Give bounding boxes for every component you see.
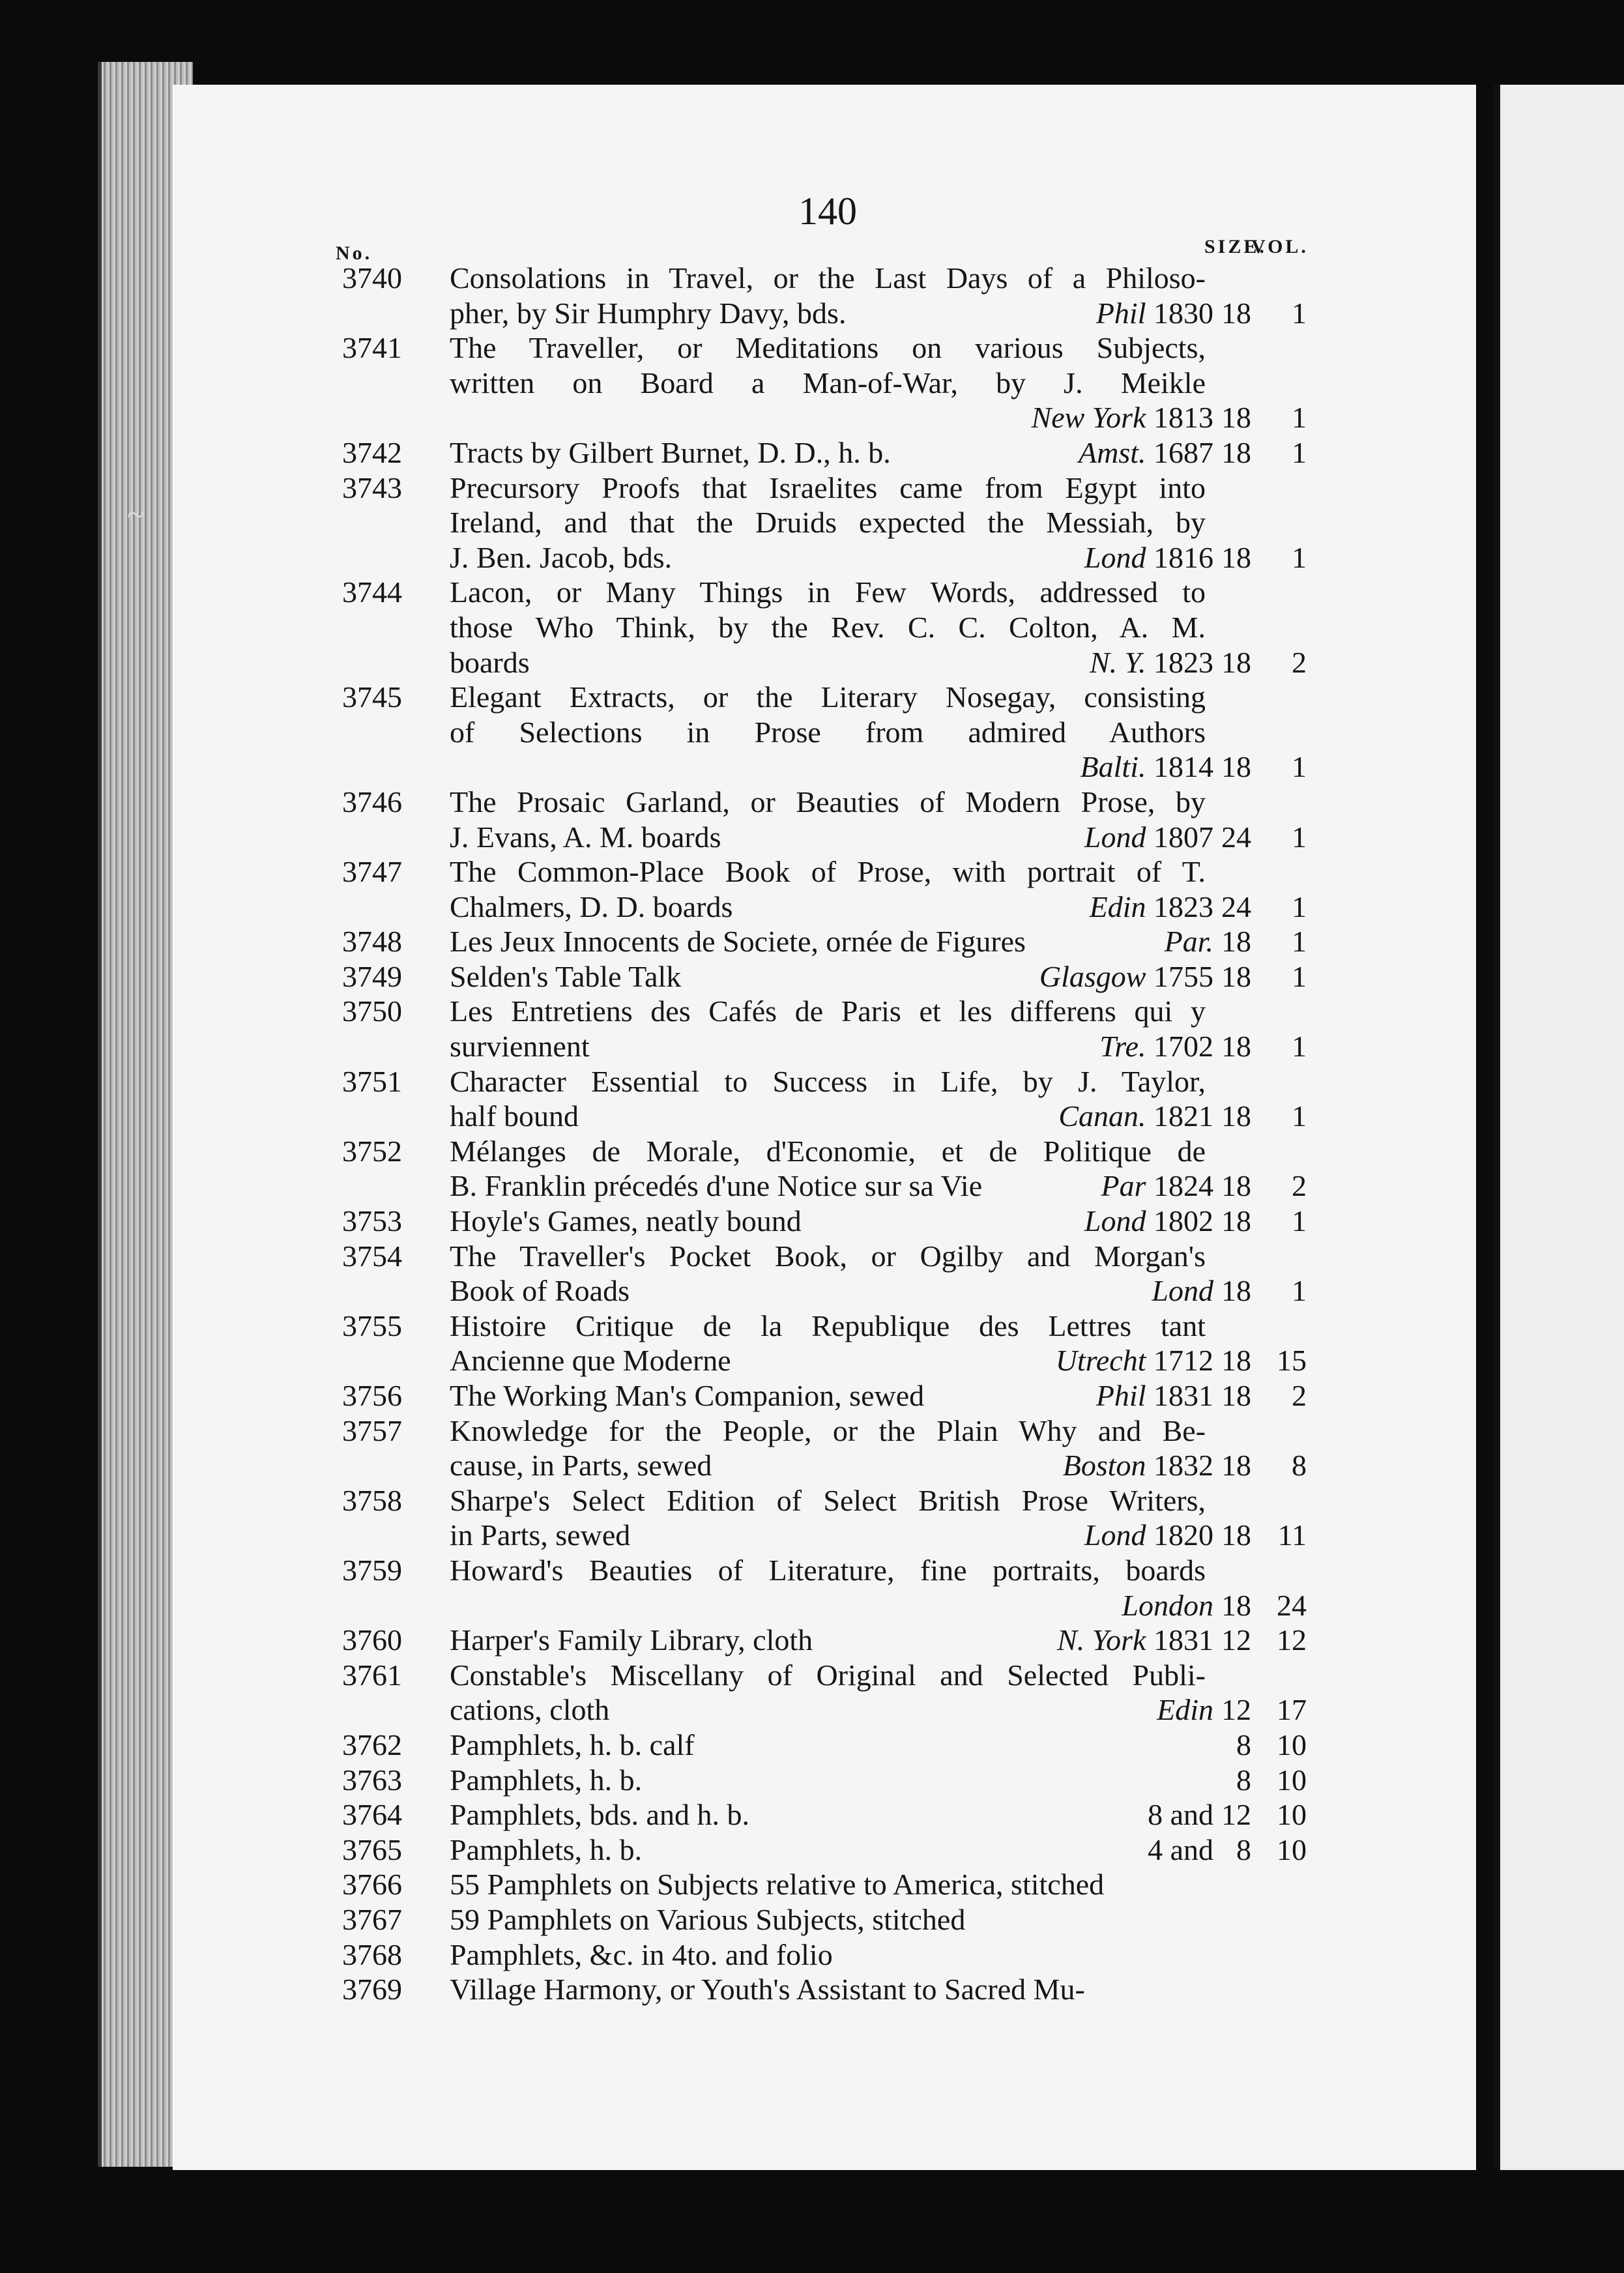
- entry-line: [0, 1972, 1624, 2007]
- entry-imprint: [1148, 1832, 1213, 1868]
- entry-place: Boston: [1062, 1449, 1146, 1483]
- entry-line: [0, 1309, 1624, 1344]
- entry-volumes: 15: [1277, 1344, 1307, 1378]
- entry-line: [0, 1518, 1624, 1553]
- entry-line: [0, 890, 1624, 925]
- entry-line: [0, 1658, 1624, 1693]
- entry-title-text: Ireland, and that the Druids expected the Messiah, by: [450, 506, 1206, 540]
- entry-line: [0, 435, 1624, 471]
- entry-volumes: 17: [1277, 1693, 1307, 1727]
- entry-title-text: Howard's Beauties of Literature, fine portraits, boards: [450, 1553, 1206, 1587]
- column-header-number: No.: [336, 242, 373, 264]
- entry-place: Amst.: [1079, 435, 1146, 469]
- entry-year: 1824: [1153, 1169, 1213, 1203]
- entry-number: 3752: [342, 1134, 402, 1168]
- entry-line: [0, 1588, 1624, 1623]
- entry-title-text: Hoyle's Games, neatly bound: [450, 1204, 802, 1238]
- entry-year: 8 and: [1148, 1798, 1213, 1832]
- entry-size: 12: [1221, 1693, 1251, 1727]
- entry-title-text: those Who Think, by the Rev. C. C. Colton, A. M.: [450, 610, 1206, 644]
- entry-imprint: [1032, 400, 1213, 435]
- entry-number: 3769: [342, 1973, 402, 2006]
- entry-imprint: [1084, 540, 1213, 575]
- catalog-entry: [0, 1378, 1624, 1413]
- entry-line: [0, 1029, 1624, 1064]
- entry-line: [0, 1099, 1624, 1134]
- entry-line: [0, 610, 1624, 645]
- entry-line: [0, 1937, 1624, 1973]
- entry-title-text: Sharpe's Select Edition of Select British Prose Writers,: [450, 1483, 1206, 1517]
- catalog-entry: [0, 575, 1624, 680]
- entry-line: [0, 471, 1624, 506]
- entry-title-text: written on Board a Man-of-War, by J. Meikle: [450, 366, 1206, 399]
- entry-line: [0, 749, 1624, 785]
- entry-volumes: 1: [1292, 296, 1307, 330]
- entry-volumes: 10: [1277, 1728, 1307, 1761]
- entry-volumes: 24: [1277, 1588, 1307, 1622]
- entry-place: Edin: [1089, 890, 1146, 923]
- entry-volumes: 10: [1277, 1763, 1307, 1797]
- entry-size: 18: [1221, 1030, 1251, 1064]
- entry-title-text: Tracts by Gilbert Burnet, D. D., h. b.: [450, 435, 891, 469]
- entry-title-text: The Traveller, or Meditations on various Subjects,: [450, 331, 1206, 365]
- entry-line: [0, 680, 1624, 715]
- entry-year: 1687: [1153, 435, 1213, 469]
- entry-year: 1816: [1153, 540, 1213, 574]
- catalog-entry: [0, 435, 1624, 471]
- entry-line: [0, 1134, 1624, 1169]
- entry-year: 1832: [1153, 1449, 1213, 1483]
- entry-imprint: [1039, 959, 1213, 994]
- entry-number: 3758: [342, 1483, 402, 1517]
- entry-imprint: [1079, 435, 1213, 471]
- entry-size: 18: [1221, 1274, 1251, 1308]
- entry-title-text: Book of Roads: [450, 1274, 630, 1308]
- entry-size: 12: [1221, 1623, 1251, 1657]
- entry-number: 3760: [342, 1623, 402, 1657]
- catalog-entry: [0, 1134, 1624, 1204]
- entry-place: Par.: [1164, 925, 1213, 959]
- entry-number: 3746: [342, 785, 402, 818]
- entry-place: Lond: [1084, 820, 1146, 854]
- entry-line: [0, 715, 1624, 750]
- catalog-entry: [0, 959, 1624, 994]
- entry-title-text: Knowledge for the People, or the Plain Why and Be-: [450, 1413, 1206, 1447]
- entry-year: 1712: [1153, 1344, 1213, 1378]
- entry-place: Glasgow: [1039, 959, 1146, 993]
- catalog-entry: [0, 1309, 1624, 1378]
- entry-line: [0, 1692, 1624, 1728]
- entry-title-text: J. Evans, A. M. boards: [450, 820, 721, 854]
- entry-number: 3767: [342, 1902, 402, 1936]
- entry-line: [0, 1483, 1624, 1518]
- entry-year: 1802: [1153, 1204, 1213, 1238]
- entry-line: [0, 261, 1624, 296]
- entry-size: 24: [1221, 820, 1251, 854]
- entry-year: 1702: [1153, 1030, 1213, 1064]
- catalog-entry: [0, 854, 1624, 924]
- entry-volumes: 2: [1292, 1169, 1307, 1203]
- margin-mark: ~: [127, 496, 145, 532]
- entry-title-text: Consolations in Travel, or the Last Days of a Philoso-: [450, 261, 1206, 295]
- entry-number: 3740: [342, 261, 402, 295]
- catalog-entry: [0, 261, 1624, 330]
- entry-number: 3750: [342, 994, 402, 1028]
- entry-size: 18: [1221, 435, 1251, 469]
- entry-line: [0, 785, 1624, 820]
- entry-volumes: 1: [1292, 890, 1307, 923]
- entry-number: 3764: [342, 1798, 402, 1832]
- entry-line: [0, 575, 1624, 610]
- entry-title-text: B. Franklin précedés d'une Notice sur sa Vie: [450, 1169, 983, 1203]
- entry-size: 8: [1236, 1728, 1251, 1761]
- entry-size: 8: [1236, 1832, 1251, 1866]
- entry-title-text: 59 Pamphlets on Various Subjects, stitched: [450, 1902, 966, 1936]
- entry-title-text: surviennent: [450, 1030, 590, 1064]
- catalog-entry: [0, 924, 1624, 959]
- entry-size: 18: [1221, 645, 1251, 679]
- entry-year: 1755: [1153, 959, 1213, 993]
- entry-place: Par: [1101, 1169, 1146, 1203]
- entry-volumes: 1: [1292, 1030, 1307, 1064]
- entry-line: [0, 1239, 1624, 1274]
- entry-year: 1821: [1153, 1099, 1213, 1133]
- entry-title-text: boards: [450, 645, 530, 679]
- entry-line: [0, 994, 1624, 1029]
- entry-title-text: Pamphlets, h. b. calf: [450, 1728, 695, 1761]
- entry-title-text: Ancienne que Moderne: [450, 1344, 731, 1378]
- catalog-entry: [0, 1972, 1624, 2007]
- entry-size: 18: [1221, 1169, 1251, 1203]
- entry-line: [0, 400, 1624, 435]
- entry-number: 3741: [342, 331, 402, 365]
- entry-place: Utrecht: [1055, 1344, 1146, 1378]
- entry-size: 18: [1221, 540, 1251, 574]
- entry-imprint: [1084, 1518, 1213, 1553]
- entry-volumes: 12: [1277, 1623, 1307, 1657]
- column-header-volume: VOL.: [1251, 236, 1309, 257]
- entry-title-text: Pamphlets, h. b.: [450, 1832, 643, 1866]
- catalog-entries: [0, 261, 1624, 2007]
- entry-imprint: [1096, 1378, 1213, 1413]
- entry-line: [0, 366, 1624, 401]
- entry-line: [0, 645, 1624, 680]
- entry-number: 3762: [342, 1728, 402, 1761]
- entry-number: 3757: [342, 1413, 402, 1447]
- entry-imprint: [1157, 1692, 1213, 1728]
- entry-line: [0, 1728, 1624, 1763]
- entry-imprint: [1122, 1588, 1213, 1623]
- entry-title-text: Constable's Miscellany of Original and Selected Publi-: [450, 1658, 1206, 1692]
- entry-size: 18: [1221, 1379, 1251, 1412]
- entry-number: 3755: [342, 1309, 402, 1342]
- entry-number: 3744: [342, 575, 402, 609]
- entry-volumes: 8: [1292, 1449, 1307, 1483]
- entry-title-text: Chalmers, D. D. boards: [450, 890, 733, 923]
- entry-volumes: 1: [1292, 540, 1307, 574]
- catalog-entry: [0, 471, 1624, 575]
- entry-imprint: [1152, 1273, 1213, 1309]
- entry-place: Balti.: [1080, 750, 1146, 784]
- entry-year: 1823: [1153, 890, 1213, 923]
- entry-title-text: The Prosaic Garland, or Beauties of Modern Prose, by: [450, 785, 1206, 818]
- entry-imprint: [1099, 1029, 1213, 1064]
- entry-year: 1820: [1153, 1518, 1213, 1552]
- entry-title-text: Les Entretiens des Cafés de Paris et les differens qui y: [450, 994, 1206, 1028]
- entry-volumes: 1: [1292, 959, 1307, 993]
- entry-imprint: [1090, 890, 1213, 925]
- entry-title-text: Lacon, or Many Things in Few Words, addressed to: [450, 575, 1206, 609]
- catalog-entry: [0, 785, 1624, 854]
- catalog-entry: [0, 680, 1624, 785]
- entry-title-text: Selden's Table Talk: [450, 959, 682, 993]
- entry-place: Phil: [1095, 296, 1146, 330]
- entry-line: [0, 1902, 1624, 1937]
- entry-title-text: Character Essential to Success in Life, by J. Taylor,: [450, 1064, 1206, 1098]
- entry-title-text: in Parts, sewed: [450, 1518, 631, 1552]
- entry-size: 18: [1221, 1204, 1251, 1238]
- entry-number: 3751: [342, 1064, 402, 1098]
- catalog-entry: [0, 1902, 1624, 1937]
- entry-number: 3748: [342, 925, 402, 959]
- entry-line: [0, 540, 1624, 575]
- entry-line: [0, 924, 1624, 959]
- entry-place: Phil: [1095, 1379, 1146, 1412]
- catalog-entry: [0, 1728, 1624, 1763]
- entry-volumes: 1: [1292, 401, 1307, 435]
- entry-imprint: [1056, 1343, 1213, 1378]
- entry-number: 3743: [342, 471, 402, 504]
- entry-volumes: 1: [1292, 1099, 1307, 1133]
- entry-volumes: 1: [1292, 925, 1307, 959]
- entry-number: 3742: [342, 435, 402, 469]
- catalog-entry: [0, 330, 1624, 435]
- entry-imprint: [1057, 1623, 1213, 1658]
- entry-size: 18: [1221, 925, 1251, 959]
- entry-size: 24: [1221, 890, 1251, 923]
- entry-place: N. Y.: [1089, 645, 1146, 679]
- entry-volumes: 10: [1277, 1798, 1307, 1832]
- entry-imprint: [1148, 1797, 1213, 1832]
- entry-number: 3761: [342, 1658, 402, 1692]
- catalog-entry: [0, 1623, 1624, 1658]
- entry-line: [0, 1623, 1624, 1658]
- entry-size: 8: [1236, 1763, 1251, 1797]
- entry-line: [0, 1204, 1624, 1239]
- entry-year: 1831: [1153, 1379, 1213, 1412]
- entry-size: 18: [1221, 401, 1251, 435]
- catalog-entry: [0, 1064, 1624, 1134]
- catalog-entry: [0, 1832, 1624, 1868]
- entry-title-text: Elegant Extracts, or the Literary Nosegay, consisting: [450, 680, 1206, 714]
- entry-size: 18: [1221, 1449, 1251, 1483]
- entry-title-text: Pamphlets, bds. and h. b.: [450, 1798, 749, 1832]
- entry-line: [0, 1168, 1624, 1204]
- entry-size: 18: [1221, 1518, 1251, 1552]
- entry-line: [0, 820, 1624, 855]
- catalog-entry: [0, 1658, 1624, 1728]
- entry-title-text: cations, cloth: [450, 1693, 610, 1727]
- entry-volumes: 1: [1292, 1204, 1307, 1238]
- entry-title-text: The Traveller's Pocket Book, or Ogilby and Morgan's: [450, 1239, 1206, 1273]
- entry-number: 3754: [342, 1239, 402, 1273]
- entry-year: 1830: [1153, 296, 1213, 330]
- entry-title-text: Pamphlets, h. b.: [450, 1763, 643, 1797]
- entry-number: 3753: [342, 1204, 402, 1238]
- entry-year: 1813: [1153, 401, 1213, 435]
- entry-imprint: [1084, 820, 1213, 855]
- entry-volumes: 2: [1292, 645, 1307, 679]
- catalog-entry: [0, 1763, 1624, 1798]
- entry-year: 1814: [1153, 750, 1213, 784]
- entry-line: [0, 1413, 1624, 1449]
- entry-size: 18: [1221, 959, 1251, 993]
- entry-number: 3747: [342, 855, 402, 889]
- entry-title-text: half bound: [450, 1099, 579, 1133]
- entry-place: London: [1122, 1588, 1213, 1622]
- entry-title-text: pher, by Sir Humphry Davy, bds.: [450, 296, 847, 330]
- entry-line: [0, 1378, 1624, 1413]
- entry-title-text: J. Ben. Jacob, bds.: [450, 540, 673, 574]
- catalog-entry: [0, 1204, 1624, 1239]
- entry-title-text: Precursory Proofs that Israelites came from Egypt into: [450, 471, 1206, 504]
- entry-place: N. York: [1057, 1623, 1146, 1657]
- entry-line: [0, 1064, 1624, 1099]
- entry-line: [0, 1797, 1624, 1832]
- entry-volumes: 2: [1292, 1379, 1307, 1412]
- catalog-entry: [0, 1867, 1624, 1902]
- entry-size: 18: [1221, 1588, 1251, 1622]
- entry-line: [0, 854, 1624, 890]
- entry-place: Lond: [1084, 1204, 1146, 1238]
- entry-place: Lond: [1084, 1518, 1146, 1552]
- entry-line: [0, 1553, 1624, 1588]
- entry-title-text: cause, in Parts, sewed: [450, 1449, 712, 1483]
- entry-line: [0, 1273, 1624, 1309]
- entry-size: 18: [1221, 750, 1251, 784]
- entry-year: 1823: [1153, 645, 1213, 679]
- entry-title-text: Pamphlets, &c. in 4to. and folio: [450, 1937, 833, 1971]
- entry-line: [0, 505, 1624, 540]
- entry-line: [0, 1763, 1624, 1798]
- entry-title-text: The Common-Place Book of Prose, with portrait of T.: [450, 855, 1206, 889]
- entry-volumes: 10: [1277, 1832, 1307, 1866]
- catalog-entry: [0, 1239, 1624, 1309]
- entry-title-text: 55 Pamphlets on Subjects relative to America, stitched: [450, 1868, 1105, 1902]
- entry-number: 3765: [342, 1832, 402, 1866]
- entry-line: [0, 1867, 1624, 1902]
- entry-number: 3749: [342, 959, 402, 993]
- entry-line: [0, 1832, 1624, 1868]
- catalog-entry: [0, 994, 1624, 1064]
- entry-imprint: [1096, 296, 1213, 331]
- entry-number: 3768: [342, 1937, 402, 1971]
- catalog-entry: [0, 1483, 1624, 1553]
- entry-title-text: The Working Man's Companion, sewed: [450, 1379, 925, 1412]
- entry-size: 18: [1221, 1099, 1251, 1133]
- entry-imprint: [1084, 1204, 1213, 1239]
- entry-volumes: 1: [1292, 820, 1307, 854]
- page-number: 140: [798, 190, 857, 233]
- entry-imprint: [1063, 1448, 1213, 1483]
- entry-title-text: Les Jeux Innocents de Societe, ornée de Figures: [450, 925, 1026, 959]
- entry-line: [0, 330, 1624, 366]
- entry-number: 3766: [342, 1868, 402, 1902]
- entry-line: [0, 959, 1624, 994]
- entry-imprint: [1080, 749, 1213, 785]
- entry-line: [0, 1343, 1624, 1378]
- entry-volumes: 1: [1292, 750, 1307, 784]
- entry-place: Lond: [1152, 1274, 1213, 1308]
- entry-line: [0, 1448, 1624, 1483]
- entry-place: Tre.: [1099, 1030, 1146, 1064]
- entry-volumes: 11: [1277, 1518, 1307, 1552]
- catalog-entry: [0, 1413, 1624, 1483]
- entry-volumes: 1: [1292, 1274, 1307, 1308]
- entry-title-text: of Selections in Prose from admired Authors: [450, 715, 1206, 749]
- entry-title-text: Mélanges de Morale, d'Economie, et de Politique de: [450, 1134, 1206, 1168]
- entry-volumes: 1: [1292, 435, 1307, 469]
- entry-place: New York: [1031, 401, 1146, 435]
- entry-number: 3756: [342, 1379, 402, 1412]
- entry-size: 18: [1221, 1344, 1251, 1378]
- entry-year: 4 and: [1148, 1832, 1213, 1866]
- catalog-entry: [0, 1937, 1624, 1973]
- entry-year: 1807: [1153, 820, 1213, 854]
- entry-place: Canan.: [1058, 1099, 1146, 1133]
- entry-year: 1831: [1153, 1623, 1213, 1657]
- column-header-size: SIZE.: [1204, 236, 1267, 257]
- entry-title-text: Histoire Critique de la Republique des Lettres tant: [450, 1309, 1206, 1342]
- entry-imprint: [1058, 1099, 1213, 1134]
- entry-place: Lond: [1084, 540, 1146, 574]
- entry-title-text: Harper's Family Library, cloth: [450, 1623, 813, 1657]
- entry-imprint: [1090, 645, 1213, 680]
- entry-number: 3759: [342, 1553, 402, 1587]
- catalog-entry: [0, 1553, 1624, 1623]
- entry-place: Edin: [1157, 1693, 1213, 1727]
- entry-title-text: Village Harmony, or Youth's Assistant to Sacred Mu-: [450, 1973, 1085, 2006]
- entry-size: 18: [1221, 296, 1251, 330]
- entry-imprint: [1101, 1168, 1214, 1204]
- entry-number: 3745: [342, 680, 402, 714]
- entry-number: 3763: [342, 1763, 402, 1797]
- entry-line: [0, 296, 1624, 331]
- catalog-entry: [0, 1797, 1624, 1832]
- entry-size: 12: [1221, 1798, 1251, 1832]
